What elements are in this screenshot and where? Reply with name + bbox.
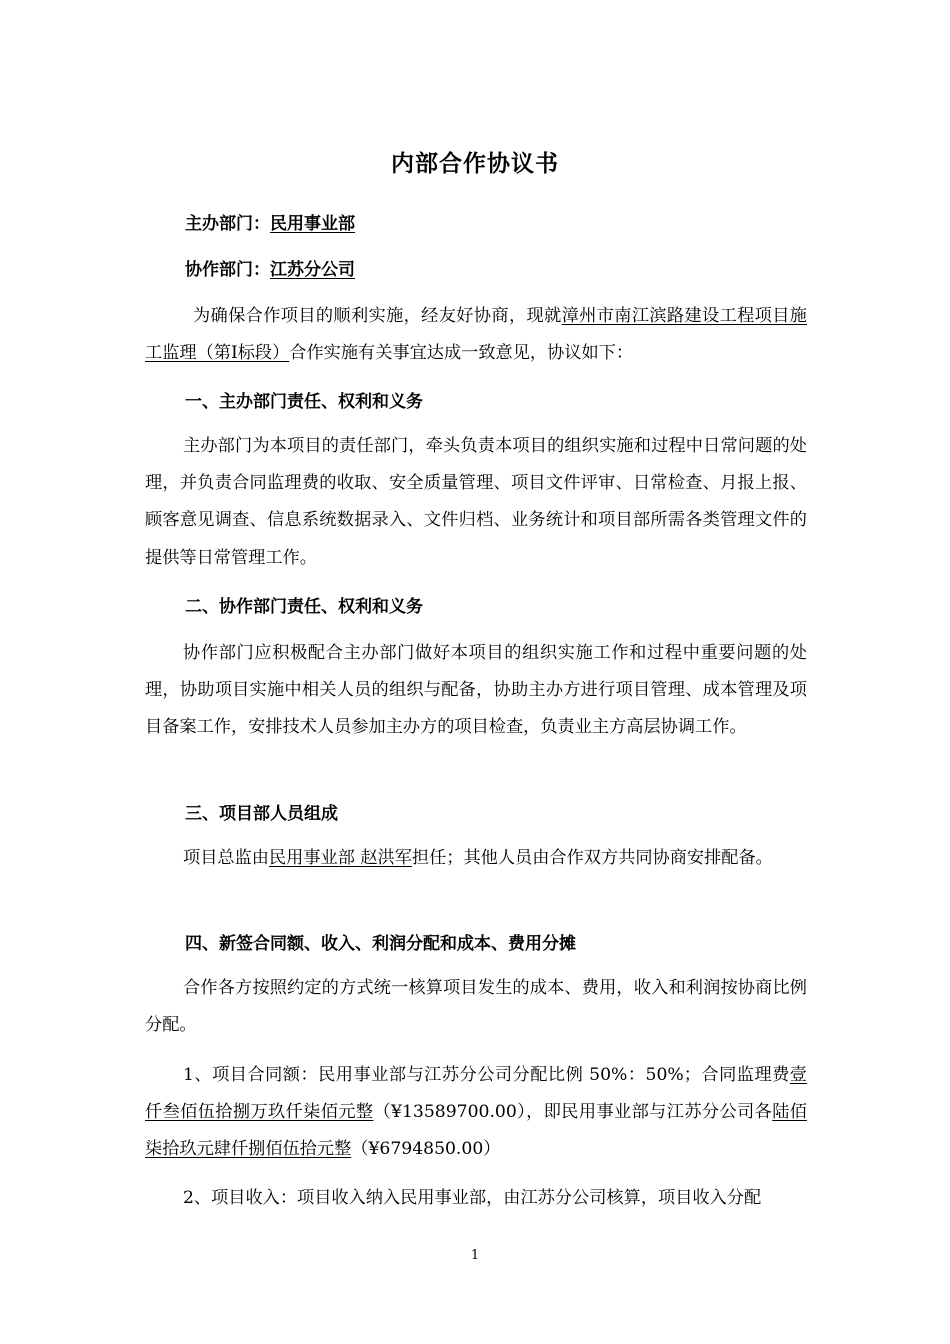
section3-person: 民用事业部 赵洪军 bbox=[268, 848, 412, 868]
section3-body bbox=[145, 840, 807, 877]
intro-post: 合作实施有关事宜达成一致意见，协议如下： bbox=[289, 343, 634, 364]
section3-pre: 项目总监由 bbox=[183, 848, 269, 868]
item1-pre: 1、项目合同额：民用事业部与江苏分公司分配比例 50%：50%；合同监理费 bbox=[183, 1065, 790, 1085]
coop-department-line bbox=[185, 258, 355, 282]
section3-post: 担任；其他人员由合作双方共同协商安排配备。 bbox=[411, 848, 773, 868]
item1-total-num: （¥13589700.00） bbox=[373, 1102, 527, 1123]
section4-body: 合作各方按照约定的方式统一核算项目发生的成本、费用，收入和利润按协商比例分配。 bbox=[145, 978, 807, 1036]
item1-mid: ，即民用事业部与江苏分公司各 bbox=[526, 1102, 773, 1123]
section4-heading: 四、新签合同额、收入、利润分配和成本、费用分摊 bbox=[185, 934, 576, 954]
item1-total-words: 壹仟叁佰伍拾捌万玖仟柒佰元整 bbox=[145, 1065, 807, 1123]
section2-body: 协作部门应积极配合主办部门做好本项目的组织实施工作和过程中重要问题的处理，协助项目实施中相关人员的组织与配备，协助主办方进行项目管理、成本管理及项目备案工作，安排技术人员参加主办方的项目检查，负责业主方高层协调工作。 bbox=[145, 643, 807, 738]
section4-item2: 2、项目收入：项目收入纳入民用事业部，由江苏分公司核算，项目收入分配 bbox=[183, 1188, 762, 1208]
host-department-label: 主办部门： bbox=[185, 214, 270, 234]
item1-each-words: 陆佰柒拾玖元肆仟捌佰伍拾元整 bbox=[145, 1102, 807, 1160]
intro-project-name: 漳州市南江滨路建设工程项目施工监理（第Ⅰ标段） bbox=[145, 306, 807, 364]
section1-heading: 一、主办部门责任、权利和义务 bbox=[185, 392, 423, 412]
page-number: 1 bbox=[470, 1248, 480, 1263]
coop-department-label: 协作部门： bbox=[185, 260, 270, 280]
section1-body: 主办部门为本项目的责任部门，牵头负责本项目的组织实施和过程中日常问题的处理，并负责合同监理费的收取、安全质量管理、项目文件评审、日常检查、月报上报、顾客意见调查、信息系统数据录入、文件归档、业务统计和项目部所需各类管理文件的提供等日常管理工作。 bbox=[145, 436, 807, 568]
host-department-line bbox=[185, 212, 355, 236]
host-department-value: 民用事业部 bbox=[270, 214, 355, 234]
section4-item1 bbox=[145, 1057, 807, 1169]
coop-department-value: 江苏分公司 bbox=[270, 260, 355, 280]
section3-heading: 三、项目部人员组成 bbox=[185, 804, 338, 824]
intro-paragraph bbox=[145, 298, 807, 372]
intro-pre: 为确保合作项目的顺利实施，经友好协商，现就 bbox=[193, 306, 562, 326]
document-title: 内部合作协议书 bbox=[391, 151, 559, 177]
item1-each-num: （¥6794850.00） bbox=[351, 1139, 501, 1160]
section2-heading: 二、协作部门责任、权利和义务 bbox=[185, 597, 423, 617]
